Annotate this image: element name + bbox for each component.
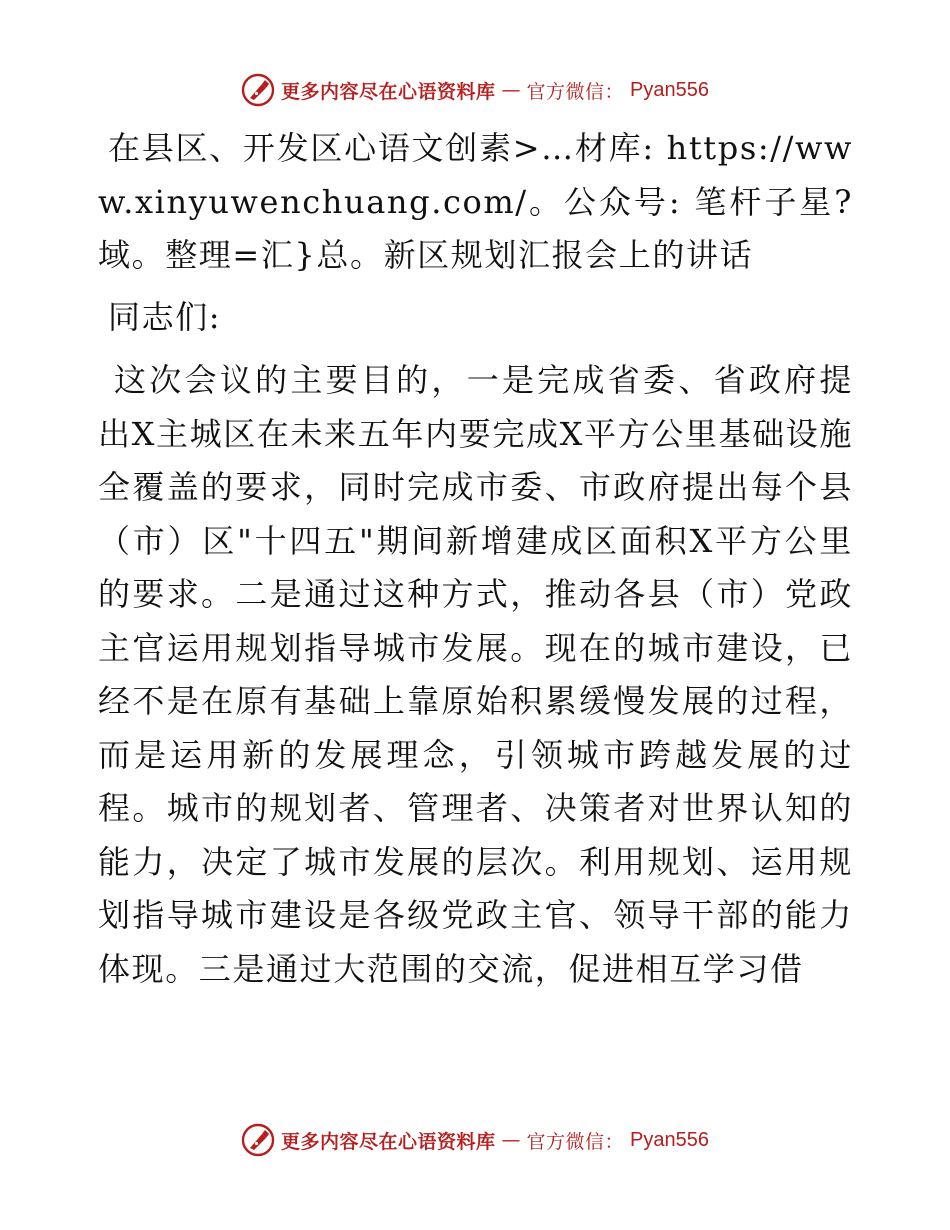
document-title-line: 在县区、开发区心语文创素>…材库: https://www.xinyuwenchuang.com/。公众号: 笔杆子星?域。整理=汇}总。新区规划汇报会上的讲话 xyxy=(98,129,853,274)
document-body xyxy=(98,122,853,996)
footer-watermark-inner xyxy=(241,1123,709,1157)
wechat-label: 官方微信： xyxy=(526,1130,625,1153)
wechat-label: 官方微信： xyxy=(526,80,625,103)
footer-watermark xyxy=(0,1120,950,1160)
body-paragraph: 这次会议的主要目的，一是完成省委、省政府提出X主城区在未来五年内要完成X平方公里基础设施全覆盖的要求，同时完成市委、市政府提出每个县（市）区"十四五"期间新增建成区面积X平方公里的要求。二是通过这种方式，推动各县（市）党政主官运用规划指导城市发展。现在的城市建设，已经不是在原有基础上靠原始积累缓慢发展的过程，而是运用新的发展理念，引领城市跨越发展的过程。城市的规划者、管理者、决策者对世界认知的能力，决定了城市发展的层次。利用规划、运用规划指导城市建设是各级党政主官、领导干部的能力体现。三是通过大范围的交流，促进相互学习借 xyxy=(98,361,853,988)
banner-separator: — xyxy=(501,1129,521,1151)
pen-nib-logo-icon xyxy=(241,1123,275,1157)
wechat-id: Pyan556 xyxy=(630,1128,709,1151)
wechat-id: Pyan556 xyxy=(630,78,709,101)
banner-separator: — xyxy=(501,79,521,101)
pen-nib-logo-icon xyxy=(241,73,275,107)
greeting-line: 同志们: xyxy=(108,297,222,336)
header-watermark xyxy=(0,70,950,110)
header-watermark-inner xyxy=(241,73,709,107)
site-name-text: 更多内容尽在心语资料库 xyxy=(281,80,496,103)
site-name-text: 更多内容尽在心语资料库 xyxy=(281,1130,496,1153)
